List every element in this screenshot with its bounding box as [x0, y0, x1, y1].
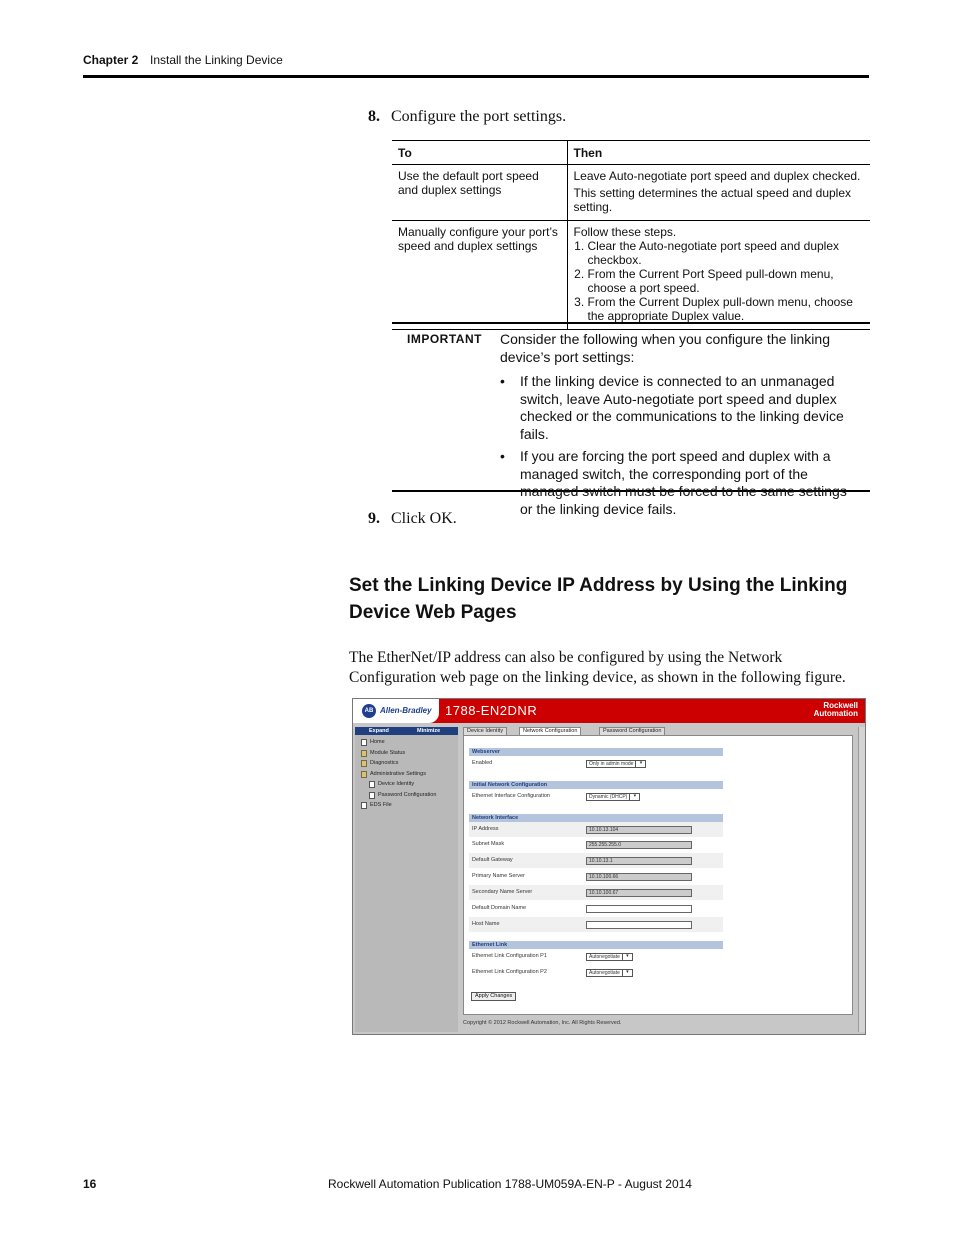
rockwell-logo — [814, 702, 858, 718]
field-label: Primary Name Server — [472, 873, 525, 879]
table-header-row — [392, 141, 870, 165]
brand-name: Allen-Bradley — [380, 706, 432, 715]
webserver-enabled-row — [469, 756, 723, 771]
nav-tree — [361, 737, 458, 811]
minimize-link[interactable]: Minimize — [417, 728, 441, 734]
primary-dns-row — [469, 869, 723, 884]
field-label: IP Address — [472, 826, 499, 832]
webserver-header: Webserver — [469, 748, 723, 756]
link-p1-select[interactable]: Autonegotiate ▾ — [586, 953, 633, 961]
tab-device-identity[interactable]: Device Identity — [463, 727, 507, 736]
page-icon — [361, 802, 367, 809]
tree-label: Administrative Settings — [370, 770, 426, 777]
chapter-title: Install the Linking Device — [150, 53, 283, 67]
nav-toolbar — [355, 727, 458, 735]
publication-info: Rockwell Automation Publication 1788-UM059A-EN-P - August 2014 — [328, 1177, 692, 1191]
subnet-mask-row — [469, 837, 723, 852]
secondary-dns-field[interactable]: 10.10.100.67 — [586, 889, 692, 897]
device-model: 1788-EN2DNR — [445, 703, 538, 718]
page-icon — [361, 739, 367, 746]
scrollbar[interactable] — [858, 727, 866, 1032]
ethernet-link-header: Ethernet Link — [469, 941, 723, 949]
step-number: 8. — [368, 108, 380, 125]
tree-item-diagnostics[interactable] — [361, 758, 458, 769]
rockwell-line: Rockwell — [823, 701, 858, 710]
link-p2-select[interactable]: Autonegotiate ▾ — [586, 969, 633, 977]
cell-then — [567, 221, 870, 330]
field-label: Enabled — [472, 760, 493, 766]
host-name-field[interactable] — [586, 921, 692, 929]
step-number: 9. — [368, 510, 380, 527]
field-label: Ethernet Link Configuration P2 — [472, 969, 547, 975]
then-steps — [588, 239, 865, 323]
field-label: Default Domain Name — [472, 905, 527, 911]
cell-then — [567, 165, 870, 221]
tree-item-password-configuration[interactable] — [361, 790, 458, 801]
tab-password-configuration[interactable]: Password Configuration — [599, 727, 665, 736]
chapter-label: Chapter 2 — [83, 53, 139, 67]
list-item: 1. Clear the Auto-negotiate port speed and duplex checkbox. — [588, 239, 865, 267]
primary-dns-field[interactable]: 10.10.100.66 — [586, 873, 692, 881]
ip-address-row — [469, 822, 723, 837]
folder-open-icon — [361, 771, 367, 778]
domain-name-field[interactable] — [586, 905, 692, 913]
list-item: 2. From the Current Port Speed pull-down menu, choose a port speed. — [588, 267, 865, 295]
section-heading: Set the Linking Device IP Address by Using the Linking Device Web Pages — [349, 575, 848, 623]
field-label: Subnet Mask — [472, 841, 505, 847]
initial-network-header: Initial Network Configuration — [469, 781, 723, 789]
column-header-then: Then — [567, 141, 870, 165]
important-label: IMPORTANT — [407, 332, 482, 346]
tree-item-module-status[interactable] — [361, 748, 458, 759]
page-number: 16 — [83, 1177, 97, 1191]
list-item: • If you are forcing the port speed and duplex with a managed switch, the corresponding port of the managed switch must be forced to the same settings or the linking device fails. — [500, 448, 862, 518]
page-icon — [369, 792, 375, 799]
port-settings-table — [392, 140, 870, 330]
domain-name-row — [469, 901, 723, 916]
tree-label: Module Status — [370, 749, 406, 756]
step-8 — [368, 108, 566, 126]
table-row — [392, 221, 870, 330]
step-9 — [368, 510, 457, 528]
webserver-select[interactable]: Only in admin mode ▾ — [586, 760, 646, 768]
important-text — [500, 330, 862, 523]
column-header-to: To — [392, 141, 567, 165]
running-header — [83, 52, 869, 78]
web-page-screenshot — [352, 698, 866, 1035]
important-intro: Consider the following when you configure the linking device’s port settings: — [500, 331, 830, 365]
subnet-mask-field[interactable]: 255.255.255.0 — [586, 841, 692, 849]
step-text: Click OK. — [391, 510, 457, 527]
navigation-pane — [355, 727, 458, 1032]
then-line: This setting determines the actual speed and duplex setting. — [573, 186, 852, 214]
folder-icon — [361, 760, 367, 767]
important-callout — [392, 322, 870, 517]
then-line: Leave Auto-negotiate port speed and duplex checked. — [573, 169, 861, 183]
field-label: Default Gateway — [472, 857, 513, 863]
link-p2-row — [469, 965, 723, 980]
folder-icon — [361, 750, 367, 757]
step-text: Configure the port settings. — [391, 108, 567, 125]
ab-seal-icon: AB — [362, 704, 376, 718]
tree-label: Home — [370, 739, 385, 745]
then-intro: Follow these steps. — [573, 225, 677, 239]
tree-label: Password Configuration — [378, 791, 437, 798]
page-icon — [369, 781, 375, 788]
tree-label: EDS File — [370, 802, 392, 808]
tree-item-home[interactable] — [361, 737, 458, 748]
tree-item-device-identity[interactable] — [361, 779, 458, 790]
cell-to: Manually configure your port’s speed and duplex settings — [392, 221, 567, 330]
field-label: Host Name — [472, 921, 500, 927]
list-item: 3. From the Current Duplex pull-down menu, choose the appropriate Duplex value. — [588, 295, 865, 323]
field-label: Ethernet Interface Configuration — [472, 793, 550, 799]
cell-to: Use the default port speed and duplex settings — [392, 165, 567, 221]
default-gateway-field[interactable]: 10.10.13.1 — [586, 857, 692, 865]
rockwell-line: Automation — [813, 709, 858, 718]
allen-bradley-logo — [353, 699, 439, 723]
host-name-row — [469, 917, 723, 932]
tab-network-configuration[interactable]: Network Configuration — [519, 727, 581, 736]
secondary-dns-row — [469, 885, 723, 900]
tree-item-eds-file[interactable] — [361, 800, 458, 811]
field-label: Ethernet Link Configuration P1 — [472, 953, 547, 959]
field-label: Secondary Name Server — [472, 889, 533, 895]
tree-item-administrative-settings[interactable] — [361, 769, 458, 780]
copyright-text: Copyright © 2012 Rockwell Automation, Inc. All Rights Reserved. — [463, 1020, 622, 1026]
tree-label: Device Identity — [378, 781, 415, 787]
table-row — [392, 165, 870, 221]
link-p1-row — [469, 949, 723, 964]
apply-changes-button[interactable]: Apply Changes — [471, 992, 516, 1001]
interface-config-row — [469, 789, 723, 804]
ip-address-field[interactable]: 10.10.13.104 — [586, 826, 692, 834]
default-gateway-row — [469, 853, 723, 868]
tree-label: Diagnostics — [370, 760, 399, 766]
list-item: • If the linking device is connected to an unmanaged switch, leave Auto-negotiate port speed and duplex checked or the communications to the linking device fails. — [500, 373, 862, 443]
important-bullets — [500, 373, 862, 518]
network-config-panel — [463, 735, 853, 1015]
section-body: The EtherNet/IP address can also be configured by using the Network Configuration web page on the linking device, as shown in the following figure. — [349, 649, 846, 686]
network-interface-header: Network Interface — [469, 814, 723, 822]
expand-link[interactable]: Expand — [369, 728, 389, 734]
interface-config-select[interactable]: Dynamic (DHCP) ▾ — [586, 793, 640, 801]
